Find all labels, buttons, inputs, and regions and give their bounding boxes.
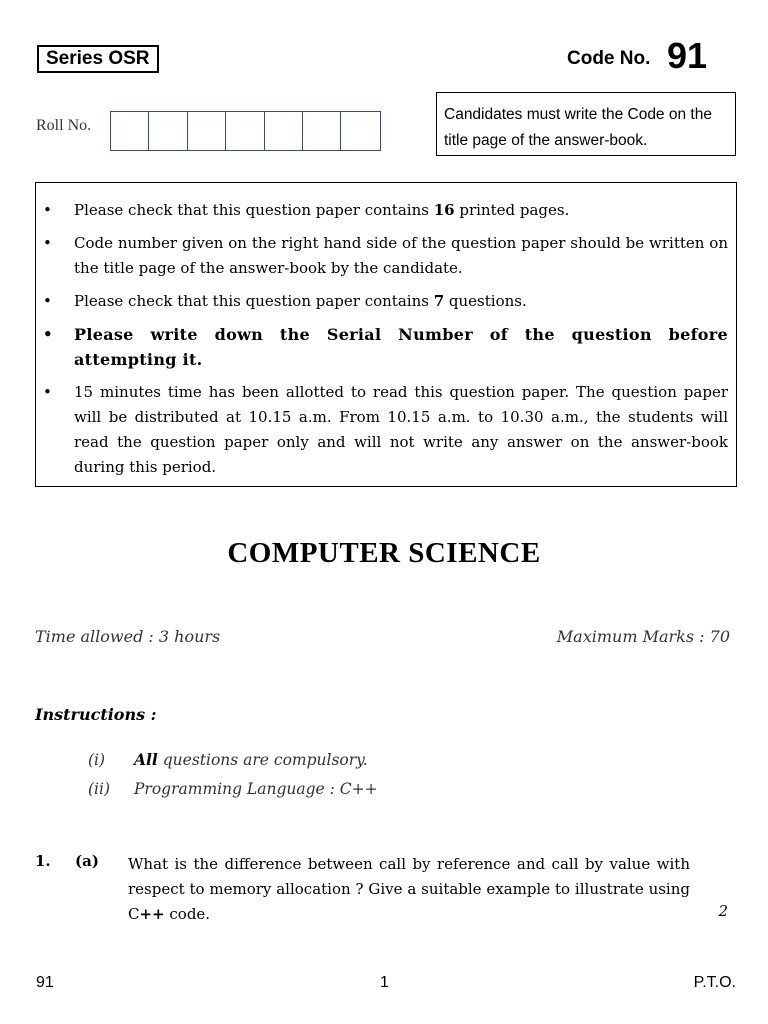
question-text: What is the difference between call by reference and call by value with respect to memory allocation ? Give a suitable example to illustrate using C++ code.: [128, 855, 690, 923]
instruction-line: (i) All questions are compulsory.: [88, 750, 368, 769]
instruction-item: • Please check that this question paper contains 7 questions.: [36, 289, 728, 314]
bullet-icon: •: [43, 234, 52, 252]
pto-label: P.T.O.: [693, 974, 736, 991]
code-label: Code No.: [567, 48, 651, 69]
time-allowed: Time allowed : 3 hours: [35, 627, 221, 646]
roll-number-box[interactable]: [188, 112, 226, 150]
code-number: 91: [667, 35, 708, 76]
page-number: 1: [380, 974, 389, 991]
question-part: (a): [75, 852, 99, 870]
roll-number-box[interactable]: [303, 112, 341, 150]
code-note-box: Candidates must write the Code on the title page of the answer-book.: [436, 92, 736, 156]
footer-code: 91: [36, 974, 54, 991]
roll-number-box[interactable]: [265, 112, 303, 150]
subject-title: COMPUTER SCIENCE: [227, 537, 541, 569]
candidate-instructions-box: [35, 182, 737, 487]
roll-number-boxes: [110, 111, 381, 151]
instruction-item: • Please check that this question paper contains 16 printed pages.: [36, 198, 728, 223]
instruction-line: (ii) Programming Language : C++: [88, 780, 378, 798]
roll-number-label: Roll No.: [36, 117, 92, 134]
series-label: Series OSR: [37, 45, 159, 73]
roll-number-box[interactable]: [149, 112, 187, 150]
instructions-heading: Instructions :: [35, 705, 157, 724]
instruction-item: • Please write down the Serial Number of the question before attempting it.: [36, 322, 728, 372]
instruction-item: • 15 minutes time has been allotted to read this question paper. The question paper will be distributed at 10.15 a.m. From 10.15 a.m. to 10.30 a.m., the students will read the question paper only and will not write any answer on the answer-book during this period.: [36, 380, 728, 480]
maximum-marks: Maximum Marks : 70: [556, 627, 730, 646]
instruction-item: • Code number given on the right hand side of the question paper should be written on the title page of the answer-book by the candidate.: [36, 231, 728, 281]
roll-number-box[interactable]: [226, 112, 264, 150]
roll-number-box[interactable]: [341, 112, 379, 150]
bullet-icon: •: [43, 292, 52, 310]
question-number: 1.: [35, 852, 51, 870]
question-marks: 2: [718, 902, 728, 920]
bullet-icon: •: [43, 201, 52, 219]
roll-number-box[interactable]: [111, 112, 149, 150]
bullet-icon: •: [43, 383, 52, 401]
bullet-icon: •: [43, 325, 53, 343]
